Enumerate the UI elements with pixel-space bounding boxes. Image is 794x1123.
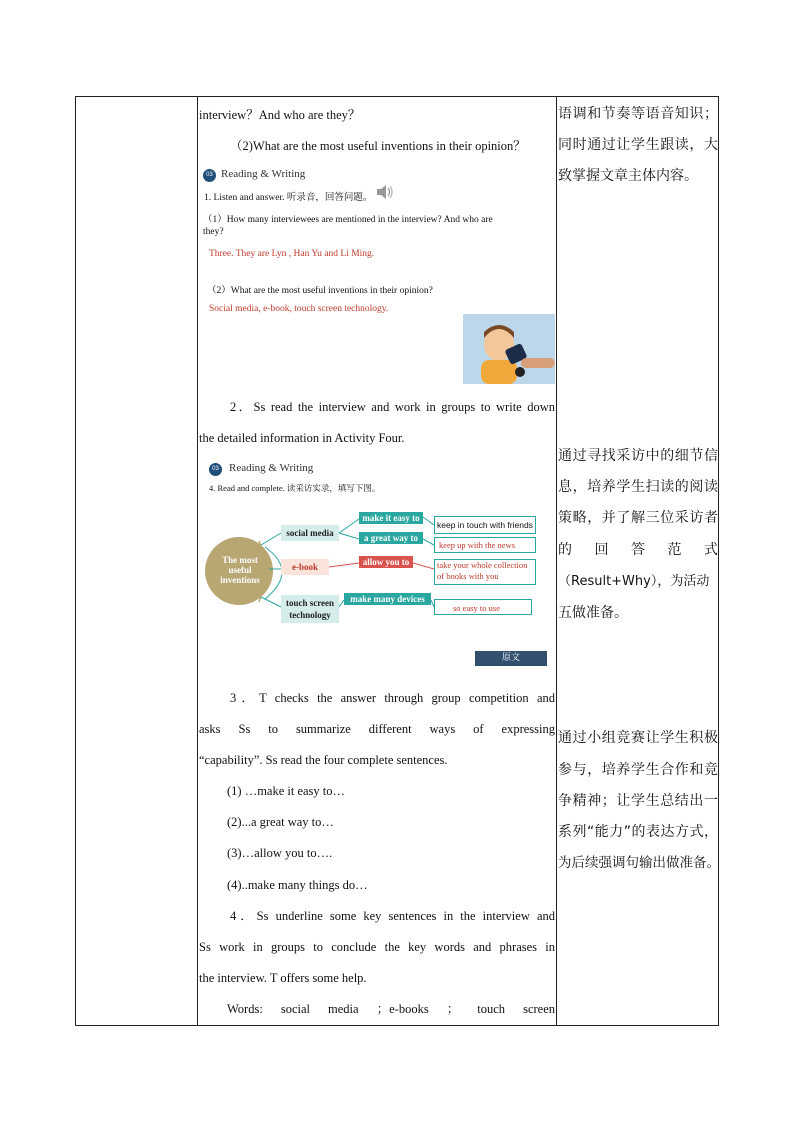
answer-box: keep in touch with friends	[434, 516, 536, 534]
text-line: asks Ss to summarize different ways of expressing	[199, 722, 555, 736]
question-2: （2）What are the most useful inventions in their opinion?	[207, 286, 433, 296]
slide-listen-answer	[199, 165, 555, 383]
question-1: （1）How many interviewees are mentioned in the interview? And who are	[203, 215, 493, 225]
center-node: The most useful inventions	[220, 555, 260, 585]
text-line: the detailed information in Activity Four.	[199, 431, 405, 445]
text-line: 3．T checks the answer through group competition and	[230, 691, 555, 705]
answer-2: Social media, e-book, touch screen technology.	[209, 304, 389, 314]
purpose-line: （Result+Why），为活动	[558, 574, 710, 589]
purpose-line: 五做准备。	[558, 605, 628, 621]
slide-instruction: 1. Listen and answer. 听录音，回答问题。	[204, 193, 373, 203]
purpose-line: 息，培养学生扫读的阅读	[558, 479, 718, 495]
column-divider-1	[197, 97, 198, 1025]
purpose-line: 通过寻找采访中的细节信	[558, 448, 718, 464]
section-badge: 03	[203, 169, 216, 182]
original-text-button[interactable]: 原文	[475, 651, 547, 666]
expression-2: (2)...a great way to…	[227, 815, 334, 829]
node-touch-screen: touch screen technology	[281, 595, 339, 623]
purpose-line: 的 回 答 范 式	[558, 542, 718, 558]
expression-1: (1) …make it easy to…	[227, 784, 346, 798]
phrase-box: allow you to	[359, 556, 413, 568]
purpose-line: 为后续强调句输出做准备。	[558, 855, 720, 871]
text-line: the interview. T offers some help.	[199, 971, 367, 985]
node-e-book: e-book	[281, 559, 329, 575]
question-1-cont: they?	[203, 227, 224, 237]
lesson-plan-table	[75, 96, 719, 1026]
expression-3: (3)…allow you to….	[227, 846, 333, 860]
purpose-line: 系列“能力”的表达方式，	[558, 824, 718, 840]
purpose-line: 致掌握文章主体内容。	[558, 168, 698, 184]
slide-title: Reading & Writing	[221, 168, 306, 180]
purpose-line: 策略，并了解三位采访者	[558, 510, 718, 526]
section-badge: 03	[209, 463, 222, 476]
answer-box: take your whole collection of books with you	[434, 559, 536, 585]
speaker-icon	[375, 183, 395, 201]
interview-photo	[463, 314, 555, 384]
text-line: interview？And who are they？	[199, 108, 361, 122]
expression-4: (4)..make many things do…	[227, 878, 368, 892]
phrase-box: make many devices	[344, 593, 431, 605]
phrase-box: make it easy to	[359, 512, 423, 524]
answer-box: so easy to use	[434, 599, 532, 615]
answer-1: Three. They are Lyn , Han Yu and Li Ming.	[209, 249, 375, 259]
purpose-line: 争精神；让学生总结出一	[558, 793, 718, 809]
purpose-line: 同时通过让学生跟读，大	[558, 137, 718, 153]
text-line: （2)What are the most useful inventions in their opinion？	[230, 139, 526, 153]
purpose-line: 通过小组竞赛让学生积极	[558, 730, 718, 746]
answer-box: keep up with the news	[434, 537, 536, 553]
text-line: Ss work in groups to conclude the key words and phrases in	[199, 940, 555, 954]
text-line: Words: social media ；e-books ； touch screen	[227, 1002, 555, 1016]
text-line: 2．Ss read the interview and work in groups to write down	[230, 400, 555, 414]
purpose-line: 语调和节奏等语音知识；	[558, 106, 718, 122]
text-line: “capability”. Ss read the four complete sentences.	[199, 753, 448, 767]
text-line: 4．Ss underline some key sentences in the interview and	[230, 909, 555, 923]
phrase-box: a great way to	[359, 532, 423, 544]
purpose-line: 参与，培养学生合作和竞	[558, 762, 718, 778]
column-divider-2	[556, 97, 557, 1025]
slide-read-complete	[199, 459, 555, 674]
slide-instruction: 4. Read and complete. 读采访实录，填写下图。	[209, 483, 381, 493]
slide-title: Reading & Writing	[229, 462, 314, 474]
node-social-media: social media	[281, 525, 339, 541]
